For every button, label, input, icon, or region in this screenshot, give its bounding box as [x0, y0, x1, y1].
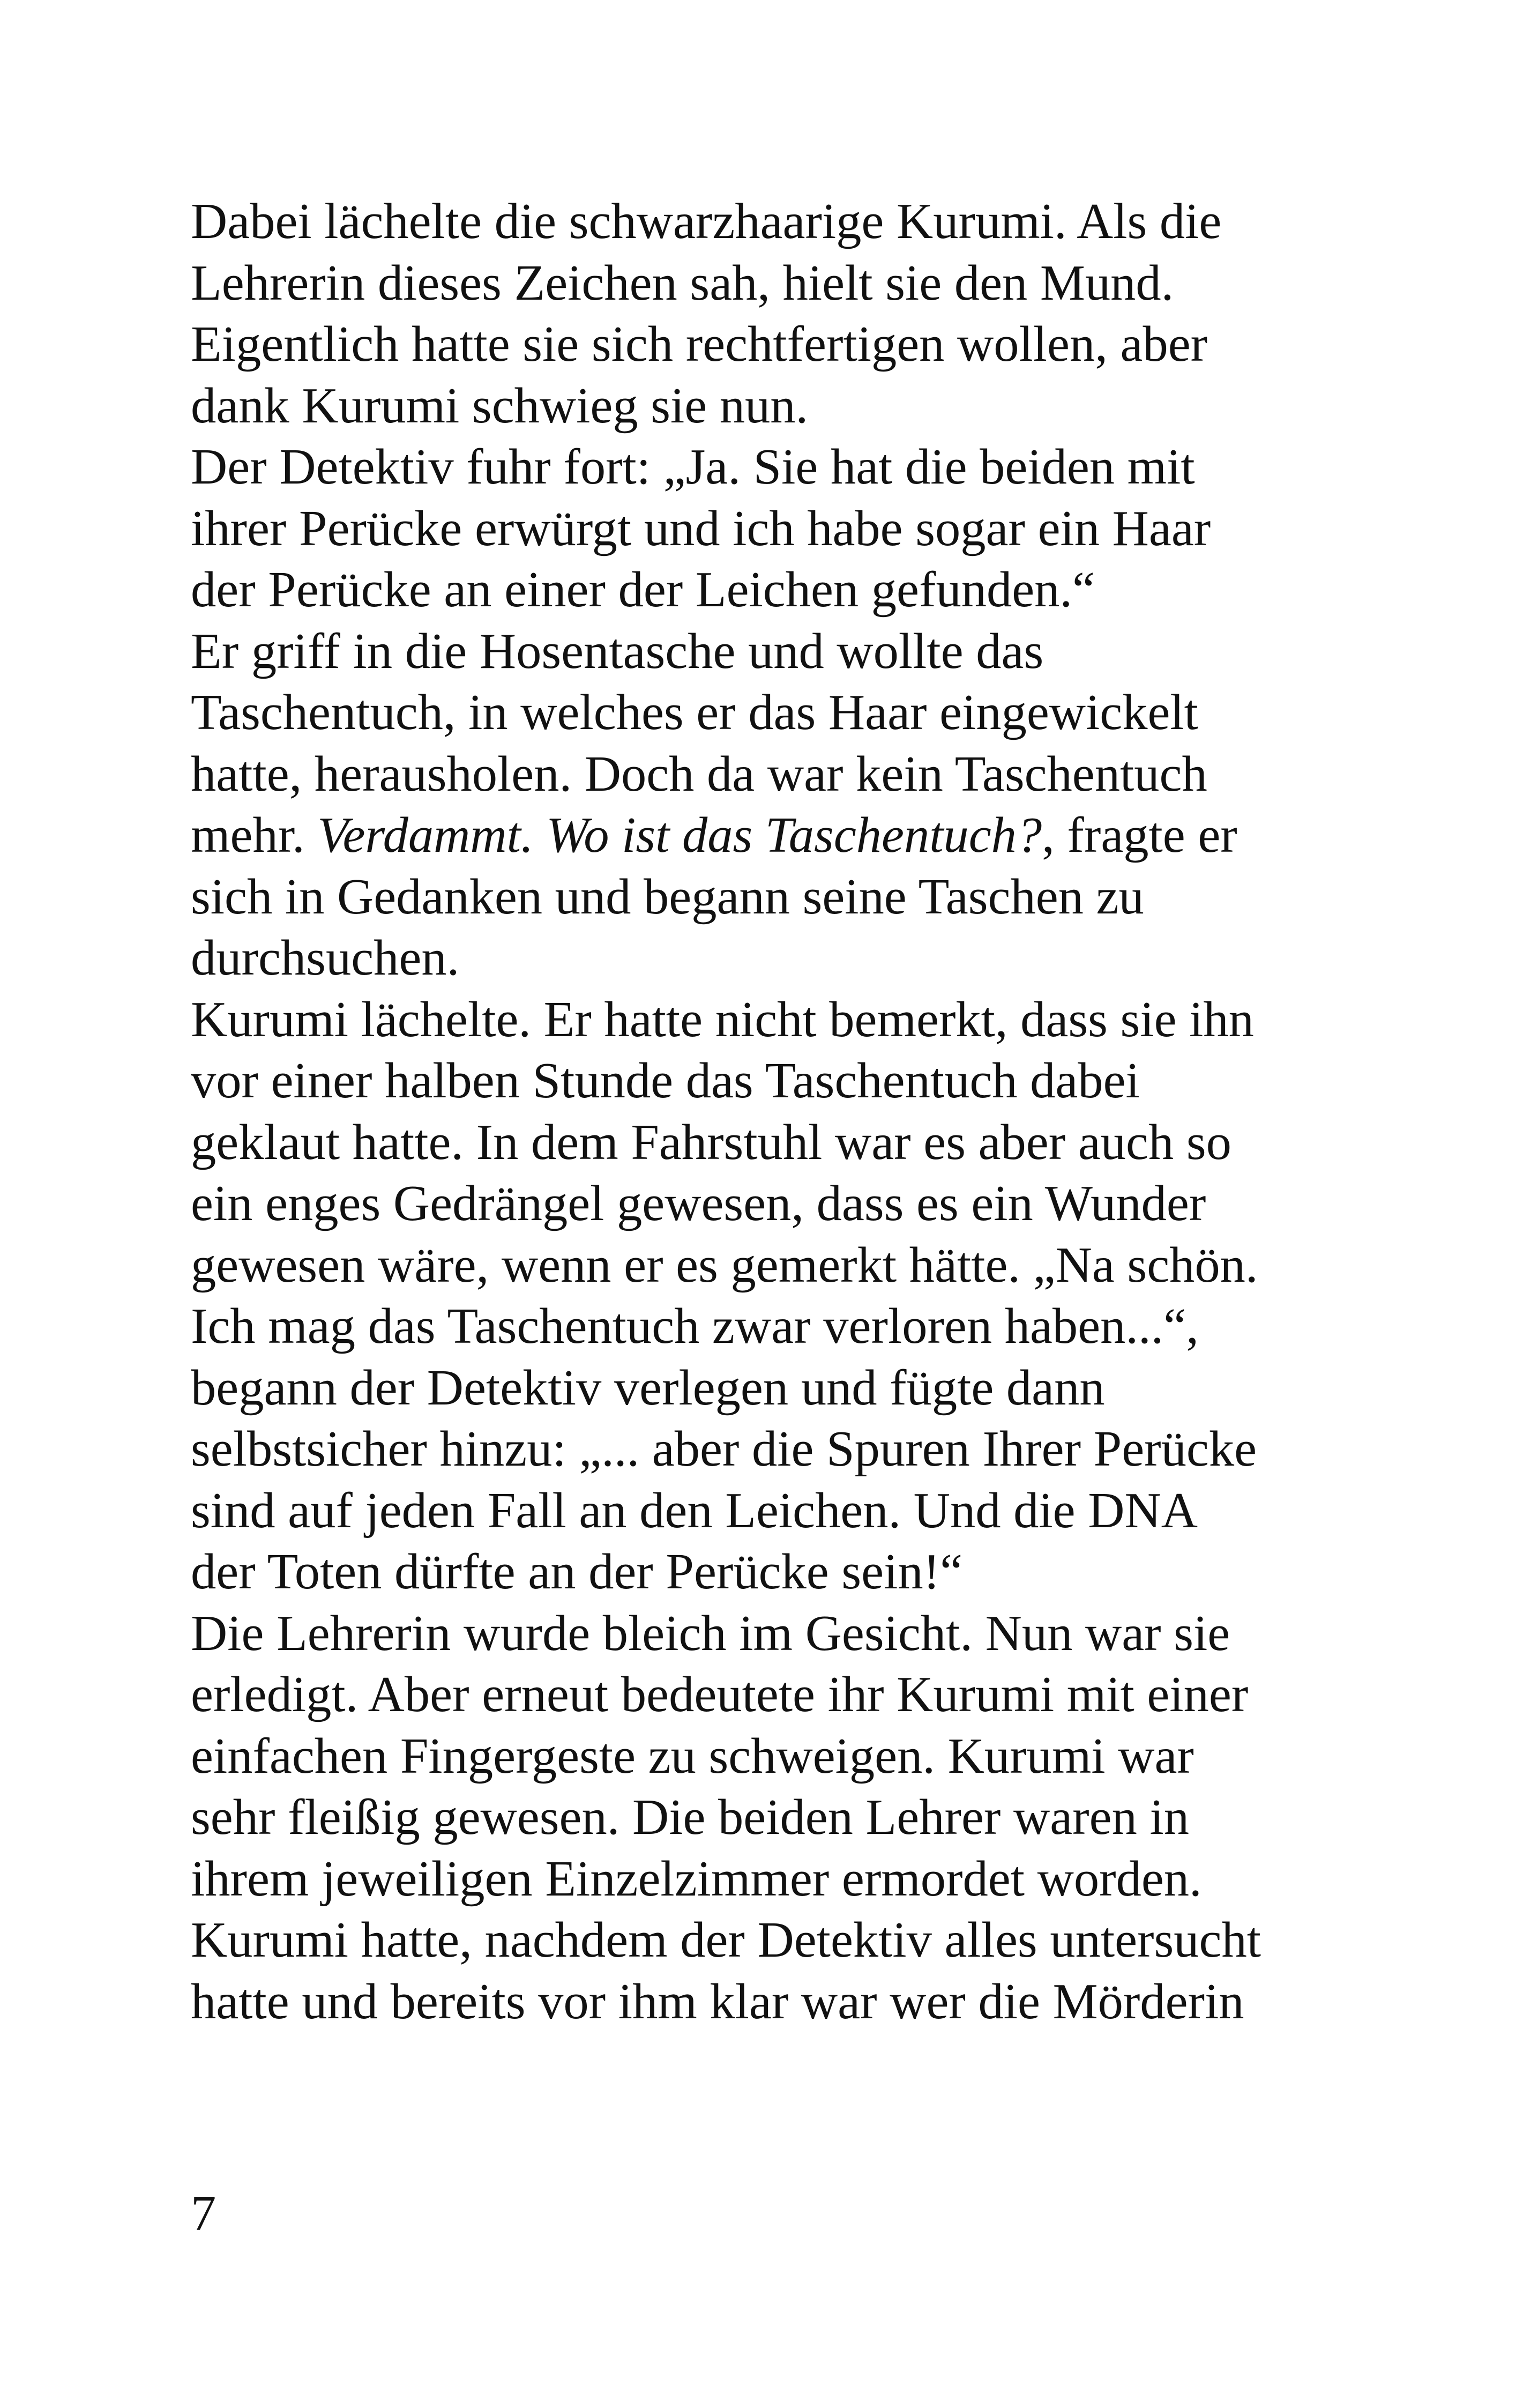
text-line: [191, 682, 1370, 744]
text-line: [191, 1050, 1370, 1112]
text-line: [191, 191, 1370, 252]
text-segment: Eigentlich hatte sie sich rechtfertigen wollen, aber: [191, 316, 1208, 372]
text-segment: sich in Gedanken und begann seine Taschen zu: [191, 868, 1144, 925]
text-line: [191, 1480, 1370, 1542]
text-segment: geklaut hatte. In dem Fahrstuhl war es aber auch so: [191, 1114, 1231, 1170]
text-line: [191, 989, 1370, 1051]
text-segment: ein enges Gedrängel gewesen, dass es ein Wunder: [191, 1176, 1206, 1231]
text-line: [191, 621, 1370, 682]
text-segment: der Toten dürfte an der Perücke sein!“: [191, 1544, 963, 1600]
text-segment: ihrem jeweiligen Einzelzimmer ermordet worden.: [191, 1850, 1202, 1907]
text-segment: erledigt. Aber erneut bedeutete ihr Kurumi mit einer: [191, 1667, 1249, 1722]
text-segment: ihrer Perücke erwürgt und ich habe sogar ein Haar: [191, 500, 1211, 556]
text-segment: dank Kurumi schwieg sie nun.: [191, 377, 809, 434]
text-segment: Er griff in die Hosentasche und wollte das: [191, 623, 1044, 679]
text-line: [191, 1664, 1370, 1726]
text-segment: der Perücke an einer der Leichen gefunden.“: [191, 562, 1095, 618]
text-segment: sehr fleißig gewesen. Die beiden Lehrer waren in: [191, 1789, 1189, 1845]
text-line: [191, 498, 1370, 560]
text-line: [191, 1971, 1370, 2033]
text-line: [191, 1603, 1370, 1664]
text-segment: gewesen wäre, wenn er es gemerkt hätte. „Na schön.: [191, 1237, 1258, 1293]
text-segment: selbstsicher hinzu: „... aber die Spuren Ihrer Perücke: [191, 1421, 1257, 1477]
page-number: 7: [191, 2186, 216, 2241]
italic-text-segment: Verdammt. Wo ist das Taschentuch?: [317, 807, 1042, 863]
text-line: [191, 1909, 1370, 1971]
text-segment: Der Detektiv fuhr fort: „Ja. Sie hat die beiden mit: [191, 439, 1195, 495]
text-segment: Kurumi hatte, nachdem der Detektiv alles untersucht: [191, 1912, 1261, 1968]
text-segment: einfachen Fingergeste zu schweigen. Kurumi war: [191, 1728, 1194, 1784]
text-segment: Lehrerin dieses Zeichen sah, hielt sie den Mund.: [191, 255, 1174, 311]
body-text: [191, 191, 1370, 2032]
text-segment: Dabei lächelte die schwarzhaarige Kurumi. Als die: [191, 194, 1222, 249]
text-line: [191, 866, 1370, 928]
text-segment: mehr.: [191, 807, 318, 863]
text-line: [191, 1235, 1370, 1296]
text-segment: Kurumi lächelte. Er hatte nicht bemerkt, dass sie ihn: [191, 991, 1254, 1047]
text-line: [191, 314, 1370, 375]
text-segment: begann der Detektiv verlegen und fügte dann: [191, 1359, 1105, 1416]
text-line: [191, 744, 1370, 805]
text-segment: Taschentuch, in welches er das Haar eingewickelt: [191, 685, 1198, 740]
text-line: [191, 559, 1370, 621]
text-line: [191, 1418, 1370, 1480]
text-line: [191, 375, 1370, 437]
text-segment: durchsuchen.: [191, 930, 460, 986]
text-line: [191, 927, 1370, 989]
text-line: [191, 1726, 1370, 1787]
text-line: [191, 1296, 1370, 1357]
text-line: [191, 1787, 1370, 1848]
text-line: [191, 1541, 1370, 1603]
text-line: [191, 1173, 1370, 1235]
text-segment: Die Lehrerin wurde bleich im Gesicht. Nun war sie: [191, 1605, 1230, 1661]
text-segment: sind auf jeden Fall an den Leichen. Und die DNA: [191, 1482, 1198, 1539]
text-line: [191, 1112, 1370, 1173]
text-line: [191, 805, 1370, 866]
text-segment: , fragte er: [1042, 807, 1237, 863]
text-segment: hatte, herausholen. Doch da war kein Taschentuch: [191, 746, 1207, 802]
text-line: [191, 252, 1370, 314]
text-line: [191, 436, 1370, 498]
text-line: [191, 1357, 1370, 1419]
text-line: [191, 1848, 1370, 1910]
text-segment: vor einer halben Stunde das Taschentuch dabei: [191, 1053, 1140, 1109]
text-segment: hatte und bereits vor ihm klar war wer die Mörderin: [191, 1973, 1244, 2030]
text-segment: Ich mag das Taschentuch zwar verloren haben...“,: [191, 1298, 1199, 1354]
